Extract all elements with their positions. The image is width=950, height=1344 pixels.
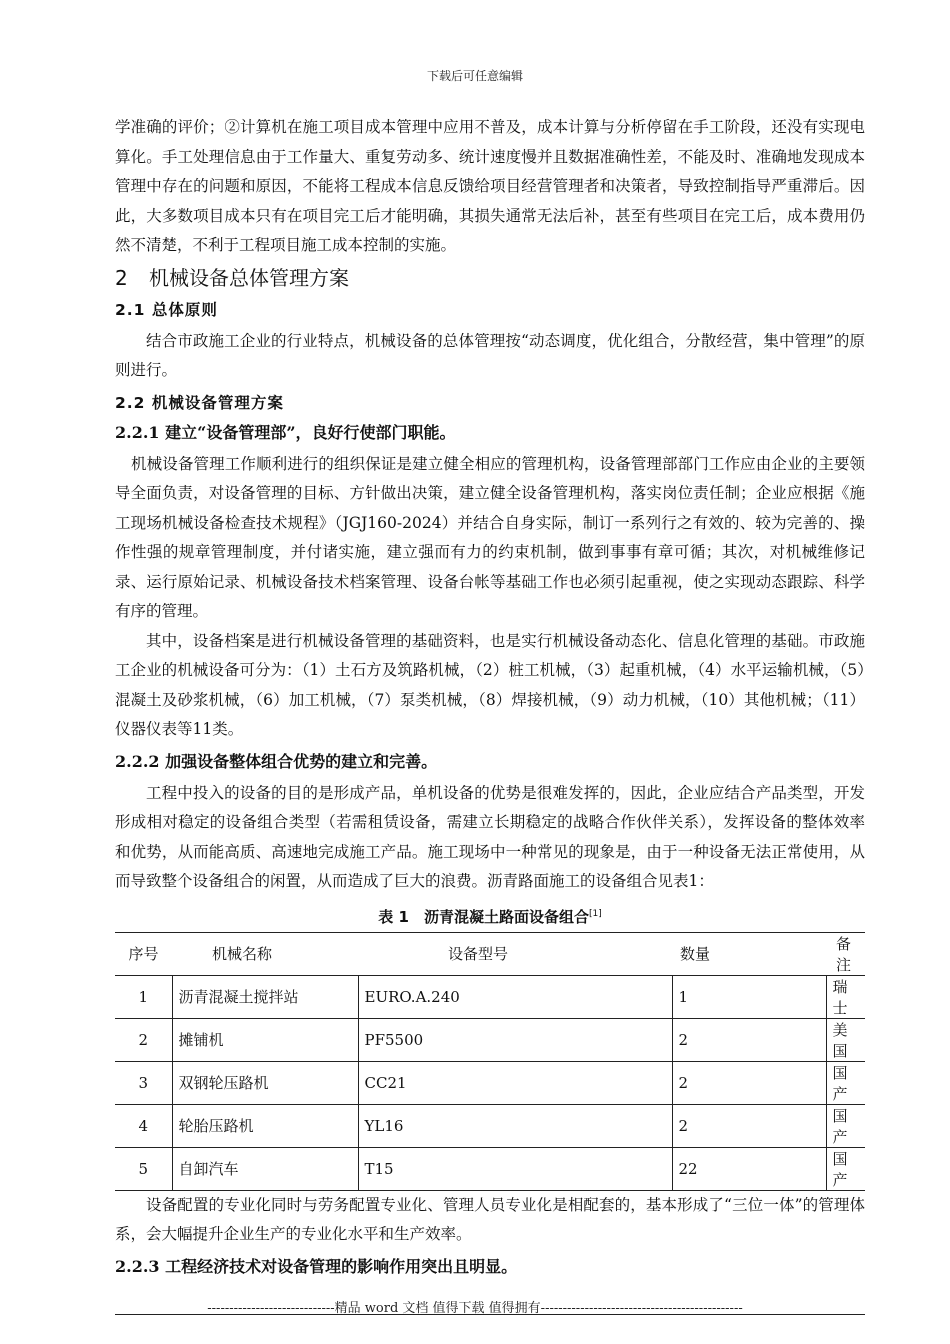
page-footer: -----------------------------精品 word 文档 值得下载 值得拥有----------------------------------------------: [207, 1301, 743, 1316]
section-2-2-3-heading: 2.2.3 工程经济技术对设备管理的影响作用突出且明显。: [115, 1256, 518, 1276]
section-2-2-2-heading: 2.2.2 加强设备整体组合优势的建立和完善。: [115, 751, 438, 771]
table-cell: 1: [672, 975, 826, 1018]
table-cell: 摊铺机: [172, 1018, 358, 1061]
table-cell: 自卸汽车: [172, 1147, 358, 1190]
table-cell: 沥青混凝土搅拌站: [172, 975, 358, 1018]
table-cell: PF5500: [358, 1018, 672, 1061]
table-cell: 5: [115, 1147, 172, 1190]
table-cell: 2: [672, 1104, 826, 1147]
section-2-number: 2: [115, 265, 128, 290]
section-2-2-1-paragraph-2: 其中，设备档案是进行机械设备管理的基础资料，也是实行机械设备动态化、信息化管理的基础。市政施工企业的机械设备可分为：（1）土石方及筑路机械，（2）桩工机械，（3）起重机械，（4）水平运输机械，（5）混凝土及砂浆机械，（6）加工机械，（7）泵类机械，（8）焊接机械，（9）动力机械，（10）其他机械；（11）仪器仪表等11类。: [115, 631, 865, 738]
table-caption-ref: [1]: [588, 908, 602, 919]
section-2-2-heading: 2.2 机械设备管理方案: [115, 393, 284, 412]
after-table-paragraph: 设备配置的专业化同时与劳务配置专业化、管理人员专业化是相配套的，基本形成了“三位一体”的管理体系，会大幅提升企业生产的专业化水平和生产效率。: [115, 1195, 865, 1243]
table-header-cell: 序号: [115, 932, 172, 975]
table-cell: 1: [115, 975, 172, 1018]
section-2-1-paragraph: 结合市政施工企业的行业特点，机械设备的总体管理按“动态调度，优化组合，分散经营，集中管理”的原则进行。: [115, 331, 865, 379]
table-header-cell: 设备型号: [358, 932, 672, 975]
table-caption-text: 表 1 沥青混凝土路面设备组合: [378, 907, 589, 926]
document-body: [115, 113, 865, 1284]
table-cell: 瑞士: [826, 975, 865, 1018]
table-cell: 22: [672, 1147, 826, 1190]
section-2-2-1-heading: 2.2.1 建立“设备管理部”，良好行使部门职能。: [115, 422, 456, 442]
table-header-row: [115, 932, 865, 975]
table-cell: 2: [672, 1018, 826, 1061]
table-row: [115, 1104, 865, 1147]
table-cell: 国产: [826, 1061, 865, 1104]
table-header-cell: 数量: [672, 932, 826, 975]
table-cell: 2: [115, 1018, 172, 1061]
table-cell: 国产: [826, 1147, 865, 1190]
section-2-2-1-paragraph-1: 机械设备管理工作顺利进行的组织保证是建立健全相应的管理机构，设备管理部部门工作应由企业的主要领导全面负责，对设备管理的目标、方针做出决策，建立健全设备管理机构，落实岗位责任制；企业应根据《施工现场机械设备检查技术规程》（JGJ160-2024）并结合自身实际，制订一系列行之有效的、较为完善的、操作性强的规章管理制度，并付诸实施，建立强而有力的约束机制，做到事事有章可循；其次，对机械维修记录、运行原始记录、机械设备技术档案管理、设备台帐等基础工作也必须引起重视，使之实现动态跟踪、科学有序的管理。: [115, 454, 865, 620]
section-2-1-heading: 2.1 总体原则: [115, 300, 218, 319]
section-2-2-2-paragraph: 工程中投入的设备的目的是形成产品，单机设备的优势是很难发挥的，因此，企业应结合产品类型，开发形成相对稳定的设备组合类型（若需租赁设备，需建立长期稳定的战略合作伙伴关系），发挥设备的整体效率和优势，从而能高质、高速地完成施工产品。施工现场中一种常见的现象是，由于一种设备无法正常使用，从而导致整个设备组合的闲置，从而造成了巨大的浪费。沥青路面施工的设备组合见表1：: [115, 783, 865, 890]
intro-paragraph: 学准确的评价；②计算机在施工项目成本管理中应用不普及，成本计算与分析停留在手工阶段，还没有实现电算化。手工处理信息由于工作量大、重复劳动多、统计速度慢并且数据准确性差，不能及时、准确地发现成本管理中存在的问题和原因，不能将工程成本信息反馈给项目经营管理者和决策者，导致控制指导严重滞后。因此，大多数项目成本只有在项目完工后才能明确，其损失通常无法后补，甚至有些项目在完工后，成本费用仍然不清楚，不利于工程项目施工成本控制的实施。: [115, 118, 865, 254]
table-cell: 轮胎压路机: [172, 1104, 358, 1147]
table-header-cell: 机械名称: [172, 932, 358, 975]
table-cell: 双钢轮压路机: [172, 1061, 358, 1104]
table-cell: 3: [115, 1061, 172, 1104]
table-header-cell: 备注: [826, 932, 865, 975]
section-2-title: 机械设备总体管理方案: [149, 265, 349, 290]
table-row: [115, 1018, 865, 1061]
table-row: [115, 1147, 865, 1190]
table-cell: 4: [115, 1104, 172, 1147]
table-cell: 2: [672, 1061, 826, 1104]
equipment-table: [115, 932, 865, 1191]
table-cell: EURO.A.240: [358, 975, 672, 1018]
table-cell: CC21: [358, 1061, 672, 1104]
table-cell: YL16: [358, 1104, 672, 1147]
table-row: [115, 975, 865, 1018]
section-2-heading: [115, 263, 865, 293]
table-row: [115, 1061, 865, 1104]
table-caption: [115, 903, 865, 928]
page-header: 下载后可任意编辑: [426, 69, 523, 83]
table-cell: T15: [358, 1147, 672, 1190]
table-cell: 美国: [826, 1018, 865, 1061]
table-cell: 国产: [826, 1104, 865, 1147]
footer-divider: [115, 1314, 865, 1315]
